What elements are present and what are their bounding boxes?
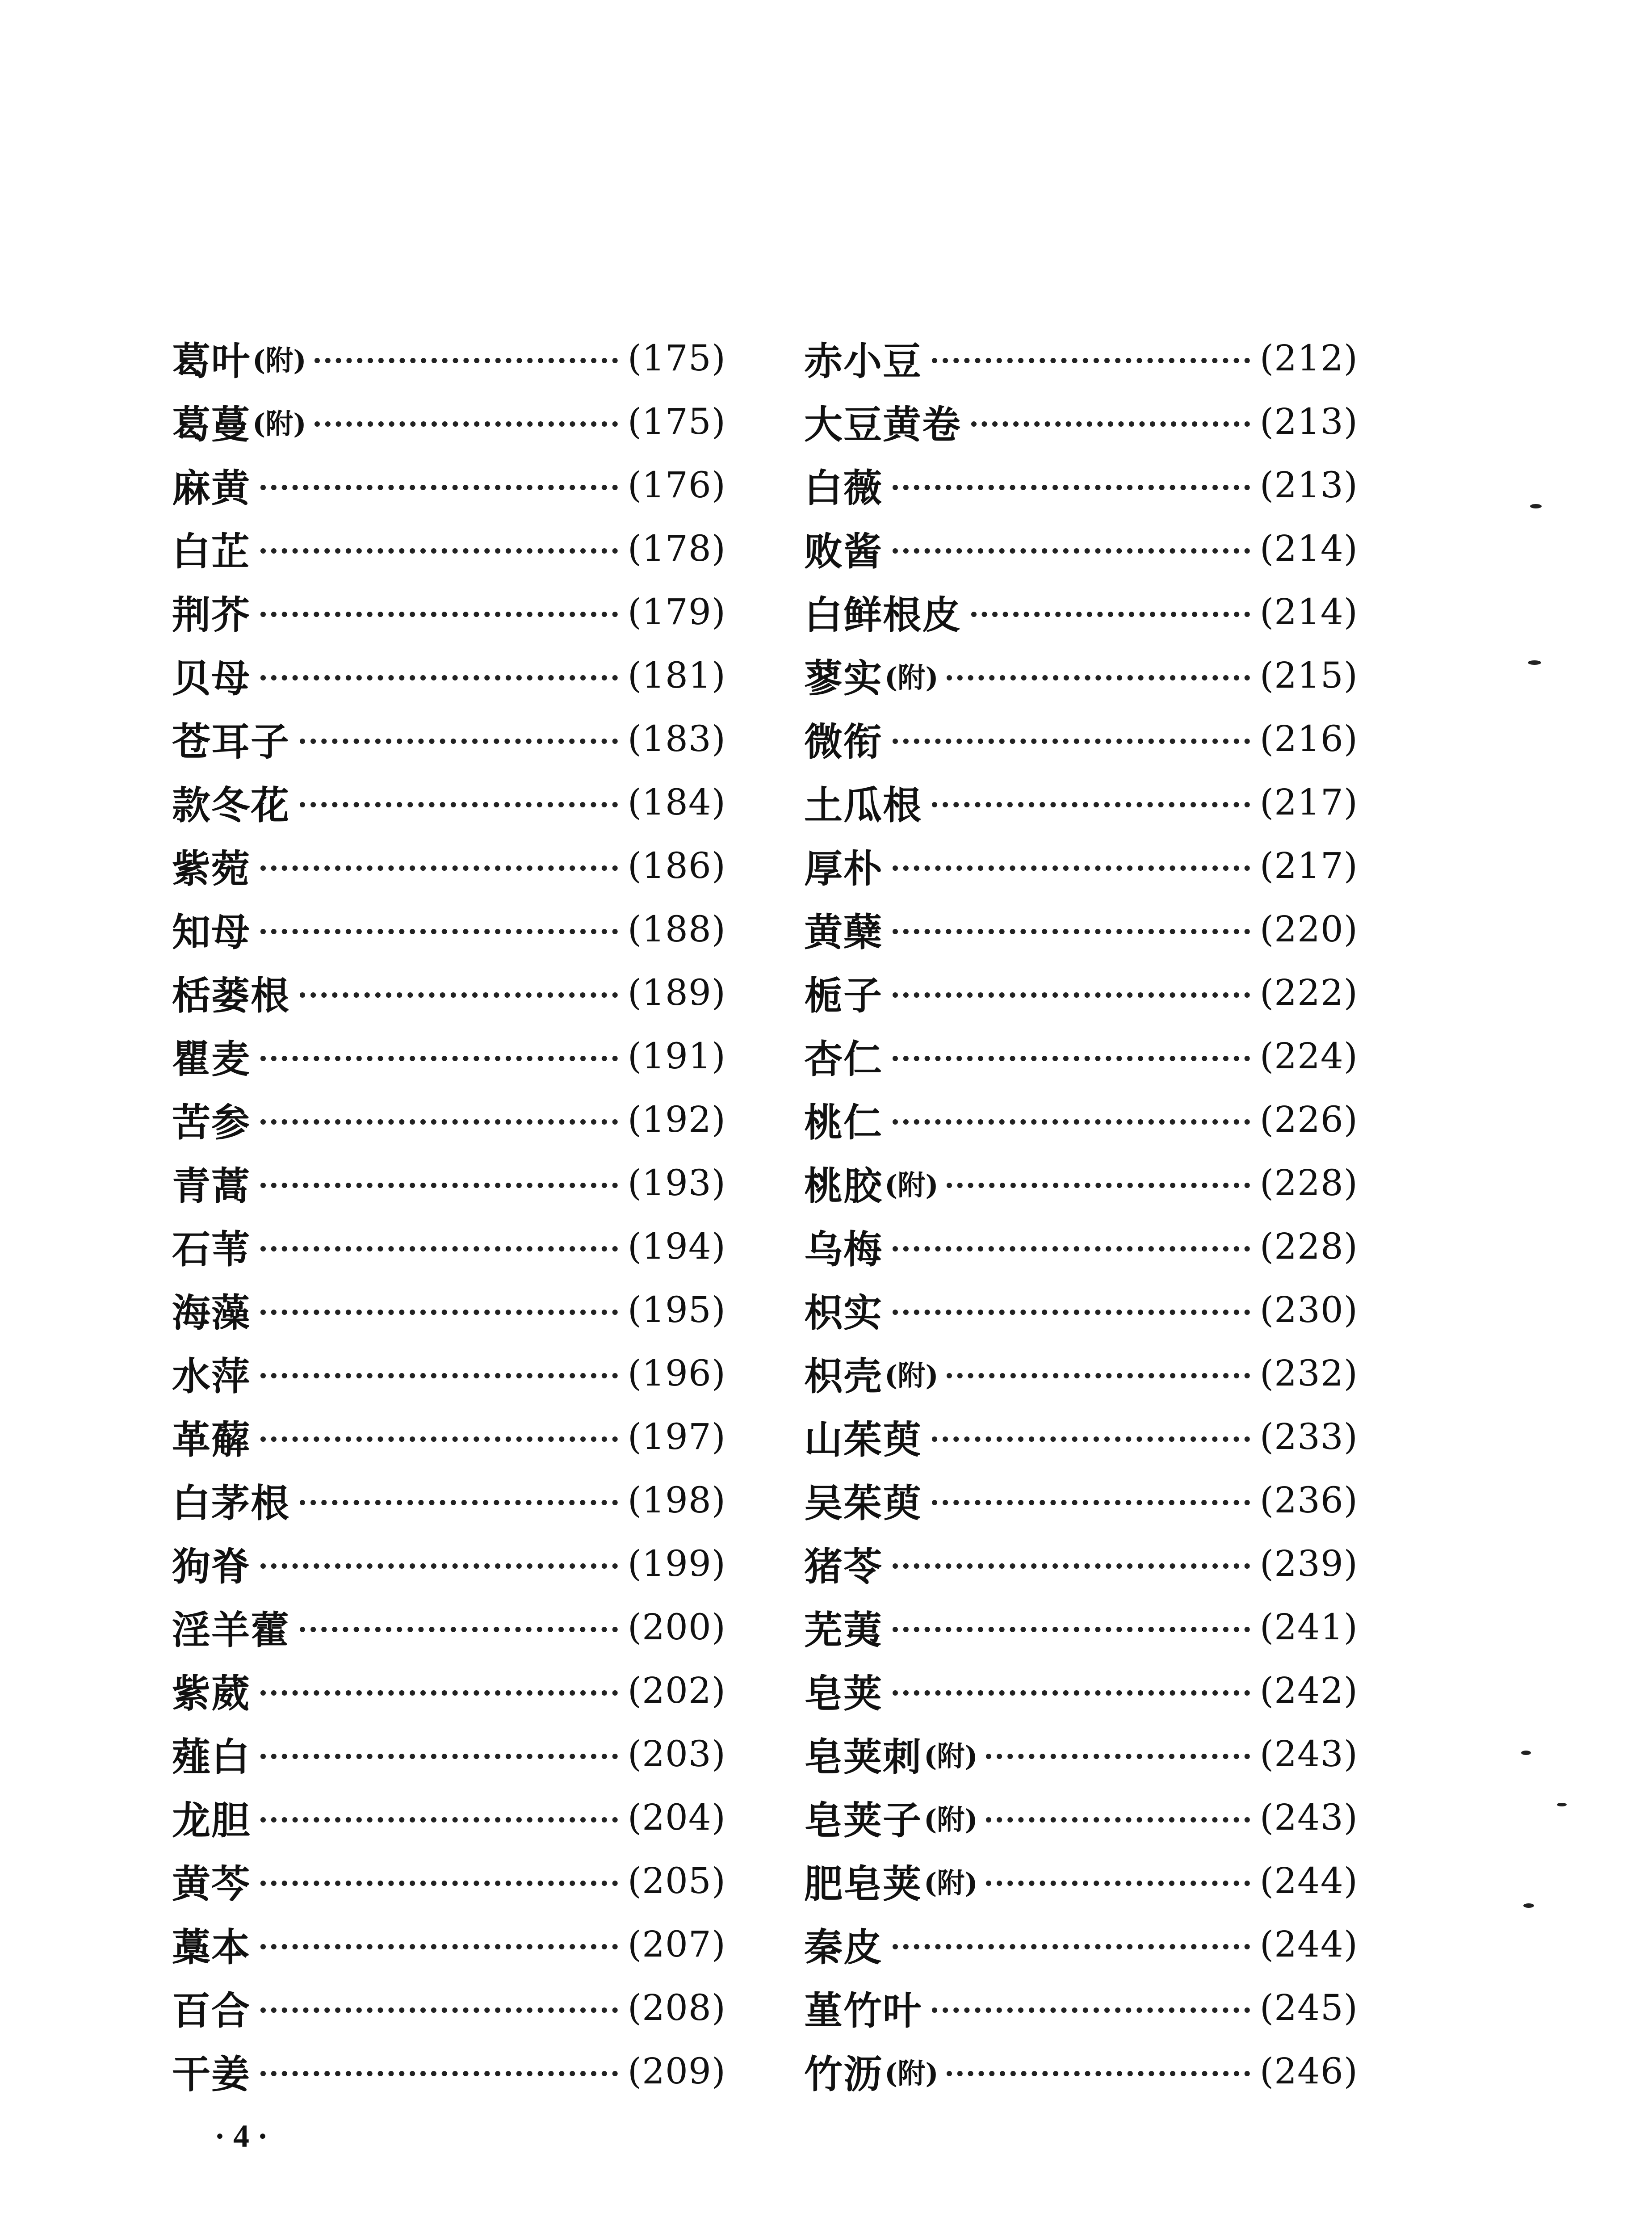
toc-entry <box>172 1214 726 1278</box>
page-ref: (186) <box>627 844 726 886</box>
toc-entry <box>172 1595 726 1659</box>
entry-name: 大豆黄卷 <box>804 402 961 447</box>
dot-leader <box>300 802 618 807</box>
toc-entry <box>172 1659 726 1722</box>
entry-name: 黄蘖 <box>804 910 883 955</box>
dot-leader <box>986 1754 1250 1759</box>
page-ref: (205) <box>627 1860 726 1902</box>
page-ref: (197) <box>627 1415 726 1457</box>
page-ref: (209) <box>627 2050 726 2092</box>
entry-name: 麻黄 <box>172 466 251 511</box>
entry-name: 枳实 <box>804 1290 883 1335</box>
entry-note: (附) <box>885 2057 939 2090</box>
page-ref: (203) <box>627 1733 726 1775</box>
dot-leader <box>893 739 1250 744</box>
dot-leader <box>986 1817 1250 1822</box>
dot-leader <box>893 485 1250 490</box>
entry-name: 淫羊藿 <box>172 1608 290 1653</box>
toc-entry <box>804 2039 1358 2103</box>
dot-leader <box>893 1690 1250 1696</box>
entry-name: 芜荑 <box>804 1608 883 1653</box>
dot-leader <box>314 358 618 363</box>
scan-speck <box>1521 1751 1531 1755</box>
page-ref: (241) <box>1259 1606 1358 1648</box>
toc-entry <box>172 961 726 1024</box>
toc-entry <box>804 1912 1358 1976</box>
page-ref: (198) <box>627 1479 726 1521</box>
toc-entry <box>804 1278 1358 1341</box>
dot-leader <box>260 675 618 680</box>
scan-speck <box>1530 504 1542 508</box>
toc-entry <box>804 834 1358 897</box>
page-ref: (204) <box>627 1796 726 1838</box>
page-ref: (175) <box>627 400 726 442</box>
dot-leader <box>947 1373 1250 1378</box>
toc-entry <box>172 1088 726 1151</box>
toc-entry <box>172 1278 726 1341</box>
page-ref: (175) <box>627 337 726 379</box>
page-ref: (195) <box>627 1289 726 1331</box>
dot-leader <box>260 1690 618 1696</box>
page-ref: (246) <box>1259 2050 1358 2092</box>
page-ref: (245) <box>1259 1986 1358 2028</box>
dot-leader <box>893 865 1250 871</box>
toc-entry <box>172 580 726 643</box>
entry-name: 枳壳 <box>804 1354 883 1399</box>
toc-entry <box>804 1722 1358 1785</box>
page-ref: (178) <box>627 527 726 569</box>
toc-entry <box>804 1088 1358 1151</box>
dot-leader <box>260 929 618 934</box>
entry-name: 败酱 <box>804 529 883 574</box>
toc-entry <box>172 1341 726 1405</box>
page-ref: (213) <box>1259 464 1358 506</box>
entry-name: 猪苓 <box>804 1544 883 1589</box>
dot-leader <box>893 1310 1250 1315</box>
toc-left-column <box>172 326 726 2103</box>
entry-name: 皂荚 <box>804 1671 883 1716</box>
toc-entry <box>172 326 726 390</box>
page-ref: (184) <box>627 781 726 823</box>
page-ref: (244) <box>1259 1923 1358 1965</box>
entry-name: 肥皂荚 <box>804 1861 922 1906</box>
entry-note: (附) <box>252 407 306 440</box>
page-ref: (243) <box>1259 1733 1358 1775</box>
page-ref: (215) <box>1259 654 1358 696</box>
dot-leader <box>300 1627 618 1632</box>
toc-entry <box>172 1151 726 1214</box>
page-ref: (216) <box>1259 718 1358 760</box>
entry-name: 桃胶 <box>804 1163 883 1209</box>
dot-leader <box>893 929 1250 934</box>
dot-leader <box>260 1944 618 1949</box>
page-ref: (224) <box>1259 1035 1358 1077</box>
entry-note: (附) <box>885 1359 939 1392</box>
page-ref: (188) <box>627 908 726 950</box>
entry-name: 白鲜根皮 <box>804 592 961 638</box>
page-ref: (230) <box>1259 1289 1358 1331</box>
dot-leader <box>947 1183 1250 1188</box>
toc-entry <box>804 1024 1358 1088</box>
entry-name: 狗脊 <box>172 1544 251 1589</box>
dot-leader <box>947 675 1250 680</box>
page-ref: (232) <box>1259 1352 1358 1394</box>
toc-entry <box>172 1532 726 1595</box>
entry-name: 厚朴 <box>804 846 883 891</box>
toc-entry <box>804 326 1358 390</box>
dot-leader <box>260 1183 618 1188</box>
dot-leader <box>260 865 618 871</box>
scan-speck <box>1523 1903 1534 1908</box>
entry-name: 白芷 <box>172 529 251 574</box>
entry-name: 山茱萸 <box>804 1417 922 1462</box>
scan-speck <box>1528 660 1541 665</box>
dot-leader <box>893 1627 1250 1632</box>
toc-entry <box>804 961 1358 1024</box>
entry-name: 干姜 <box>172 2052 251 2097</box>
page-ref: (244) <box>1259 1860 1358 1902</box>
dot-leader <box>260 1881 618 1886</box>
dot-leader <box>260 1754 618 1759</box>
entry-name: 紫葳 <box>172 1671 251 1716</box>
dot-leader <box>260 485 618 490</box>
page-ref: (239) <box>1259 1542 1358 1584</box>
entry-name: 秦皮 <box>804 1925 883 1970</box>
toc-entry <box>804 1341 1358 1405</box>
entry-name: 贝母 <box>172 656 251 701</box>
page-ref: (222) <box>1259 971 1358 1013</box>
toc-entry <box>804 1785 1358 1849</box>
toc-entry <box>804 1468 1358 1532</box>
dot-leader <box>893 1563 1250 1569</box>
page-ref: (228) <box>1259 1225 1358 1267</box>
page-ref: (192) <box>627 1098 726 1140</box>
entry-note: (附) <box>924 1739 978 1772</box>
entry-name: 乌梅 <box>804 1227 883 1272</box>
toc-entry <box>804 707 1358 770</box>
entry-note: (附) <box>885 661 939 694</box>
entry-name: 土瓜根 <box>804 783 922 828</box>
dot-leader <box>260 1310 618 1315</box>
toc-entry <box>172 770 726 834</box>
toc-entry <box>804 1659 1358 1722</box>
dot-leader <box>260 1373 618 1378</box>
page-ref: (217) <box>1259 844 1358 886</box>
page-ref: (212) <box>1259 337 1358 379</box>
entry-name: 微衔 <box>804 719 883 764</box>
page-ref: (200) <box>627 1606 726 1648</box>
toc-entry <box>172 2039 726 2103</box>
page-number: · 4 · <box>214 2118 268 2154</box>
entry-name: 知母 <box>172 910 251 955</box>
page-ref: (202) <box>627 1669 726 1711</box>
dot-leader <box>893 1056 1250 1061</box>
entry-name: 皂荚刺 <box>804 1734 922 1780</box>
entry-name: 瞿麦 <box>172 1037 251 1082</box>
page-ref: (214) <box>1259 527 1358 569</box>
dot-leader <box>893 1944 1250 1949</box>
toc-entry <box>172 517 726 580</box>
entry-name: 百合 <box>172 1988 251 2033</box>
page-ref: (220) <box>1259 908 1358 950</box>
toc-entry <box>804 1595 1358 1659</box>
page-ref: (213) <box>1259 400 1358 442</box>
toc-entry <box>172 1912 726 1976</box>
page-ref: (233) <box>1259 1415 1358 1457</box>
toc-entry <box>172 707 726 770</box>
entry-name: 革薢 <box>172 1417 251 1462</box>
page-ref: (183) <box>627 718 726 760</box>
page-ref: (191) <box>627 1035 726 1077</box>
dot-leader <box>932 358 1250 363</box>
toc-entry <box>804 1976 1358 2039</box>
entry-name: 桃仁 <box>804 1100 883 1145</box>
entry-name: 竹沥 <box>804 2052 883 2097</box>
page-ref: (194) <box>627 1225 726 1267</box>
toc-entry <box>804 453 1358 517</box>
dot-leader <box>260 548 618 554</box>
dot-leader <box>260 1436 618 1442</box>
toc-entry <box>804 643 1358 707</box>
entry-name: 赤小豆 <box>804 339 922 384</box>
entry-name: 栝蒌根 <box>172 973 290 1018</box>
entry-name: 海藻 <box>172 1290 251 1335</box>
toc-entry <box>804 1405 1358 1468</box>
entry-name: 龙胆 <box>172 1798 251 1843</box>
entry-name: 薤白 <box>172 1734 251 1780</box>
toc-entry <box>804 1151 1358 1214</box>
toc-entry <box>804 1214 1358 1278</box>
dot-leader <box>300 992 618 998</box>
toc-entry <box>172 1976 726 2039</box>
page-ref: (226) <box>1259 1098 1358 1140</box>
dot-leader <box>947 2071 1250 2076</box>
page-ref: (228) <box>1259 1162 1358 1204</box>
page-ref: (179) <box>627 591 726 633</box>
toc-entry <box>172 1024 726 1088</box>
toc-entry <box>804 517 1358 580</box>
dot-leader <box>314 421 618 427</box>
page-ref: (193) <box>627 1162 726 1204</box>
page-ref: (217) <box>1259 781 1358 823</box>
dot-leader <box>260 612 618 617</box>
dot-leader <box>932 2007 1250 2013</box>
entry-name: 堇竹叶 <box>804 1988 922 2033</box>
entry-name: 款冬花 <box>172 783 290 828</box>
dot-leader <box>893 1246 1250 1251</box>
toc-right-column <box>804 326 1358 2103</box>
entry-name: 苍耳子 <box>172 719 290 764</box>
dot-leader <box>300 1500 618 1505</box>
entry-note: (附) <box>252 344 306 377</box>
entry-note: (附) <box>885 1168 939 1201</box>
toc-entry <box>172 897 726 961</box>
scan-speck <box>1557 1803 1567 1806</box>
entry-name: 苦参 <box>172 1100 251 1145</box>
entry-name: 青蒿 <box>172 1163 251 1209</box>
dot-leader <box>300 739 618 744</box>
dot-leader <box>971 612 1250 617</box>
page-ref: (181) <box>627 654 726 696</box>
entry-note: (附) <box>924 1866 978 1899</box>
page-ref: (189) <box>627 971 726 1013</box>
page-ref: (207) <box>627 1923 726 1965</box>
dot-leader <box>986 1881 1250 1886</box>
dot-leader <box>932 1436 1250 1442</box>
toc-entry <box>172 834 726 897</box>
entry-name: 吴茱萸 <box>804 1481 922 1526</box>
entry-name: 杏仁 <box>804 1037 883 1082</box>
page-ref: (196) <box>627 1352 726 1394</box>
toc-entry <box>804 580 1358 643</box>
toc-entry <box>804 390 1358 453</box>
entry-name: 藁本 <box>172 1925 251 1970</box>
entry-name: 水萍 <box>172 1354 251 1399</box>
dot-leader <box>932 1500 1250 1505</box>
entry-name: 石苇 <box>172 1227 251 1272</box>
toc-entry <box>172 643 726 707</box>
page-ref: (242) <box>1259 1669 1358 1711</box>
dot-leader <box>893 1119 1250 1125</box>
entry-name: 葛蔓 <box>172 402 251 447</box>
toc-entry <box>804 1532 1358 1595</box>
toc-entry <box>804 1849 1358 1912</box>
dot-leader <box>260 1246 618 1251</box>
toc-entry <box>172 1405 726 1468</box>
dot-leader <box>932 802 1250 807</box>
dot-leader <box>260 1817 618 1822</box>
dot-leader <box>260 2007 618 2013</box>
toc-entry <box>804 897 1358 961</box>
page-ref: (199) <box>627 1542 726 1584</box>
dot-leader <box>260 1563 618 1569</box>
page-ref: (243) <box>1259 1796 1358 1838</box>
toc-entry <box>172 1722 726 1785</box>
page-ref: (208) <box>627 1986 726 2028</box>
entry-name: 紫菀 <box>172 846 251 891</box>
dot-leader <box>260 1056 618 1061</box>
toc-entry <box>172 1785 726 1849</box>
dot-leader <box>893 992 1250 998</box>
dot-leader <box>260 2071 618 2076</box>
entry-name: 荆芥 <box>172 592 251 638</box>
entry-name: 白茅根 <box>172 1481 290 1526</box>
entry-name: 葛叶 <box>172 339 251 384</box>
toc-entry <box>172 390 726 453</box>
toc-entry <box>172 453 726 517</box>
entry-name: 栀子 <box>804 973 883 1018</box>
entry-note: (附) <box>924 1803 978 1836</box>
page-ref: (214) <box>1259 591 1358 633</box>
entry-name: 白薇 <box>804 466 883 511</box>
toc-entry <box>804 770 1358 834</box>
dot-leader <box>260 1119 618 1125</box>
page-ref: (236) <box>1259 1479 1358 1521</box>
entry-name: 皂荚子 <box>804 1798 922 1843</box>
entry-name: 黄芩 <box>172 1861 251 1906</box>
entry-name: 蓼实 <box>804 656 883 701</box>
dot-leader <box>971 421 1250 427</box>
toc-entry <box>172 1468 726 1532</box>
dot-leader <box>893 548 1250 554</box>
page-ref: (176) <box>627 464 726 506</box>
toc-entry <box>172 1849 726 1912</box>
